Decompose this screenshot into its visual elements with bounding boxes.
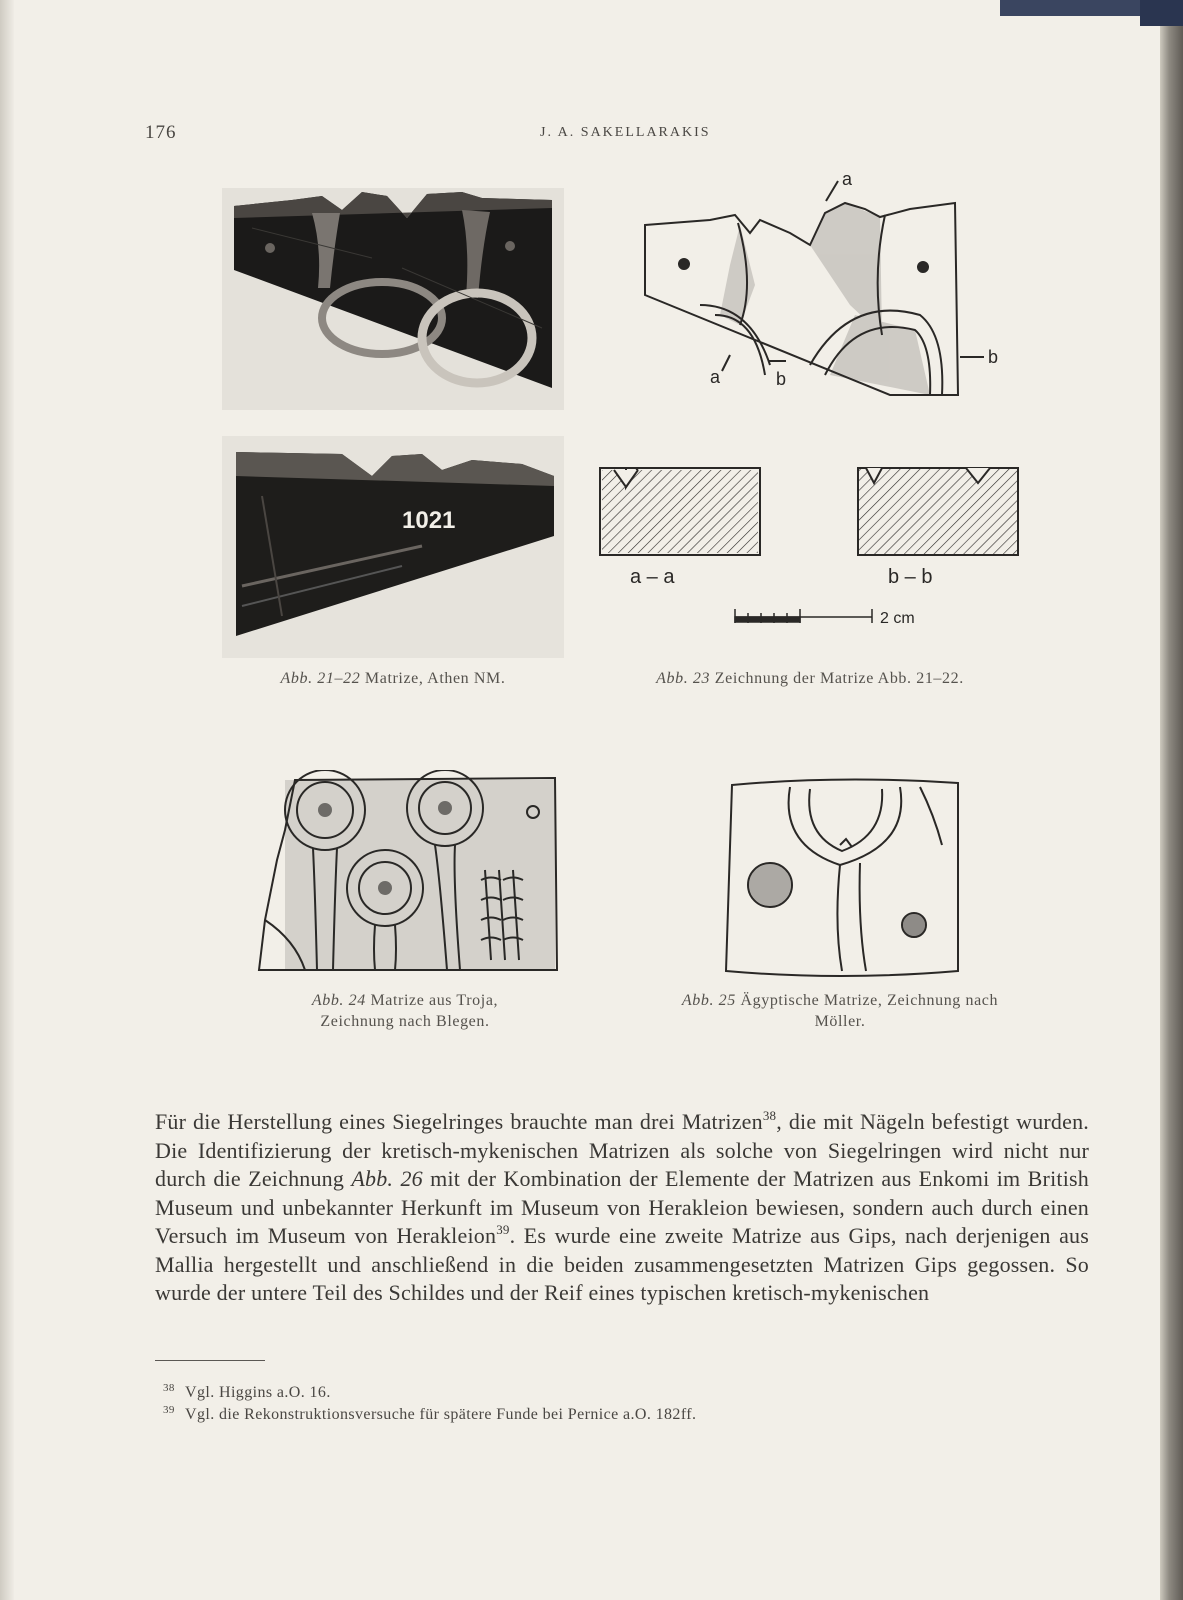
caption-abb-21-22 [222,668,564,689]
matrix-photo-top-image [222,188,564,410]
footnote-text: Vgl. die Rekonstruktionsversuche für spätere Funde bei Pernice a.O. 182ff. [185,1406,697,1423]
matrix-photo-top [222,188,564,410]
body-text-part-1: Für die Herstellung eines Siegelringes brauchte man drei Matrizen [155,1109,763,1134]
caption-abb-24-label: Abb. 24 [311,992,366,1009]
caption-abb-21-22-label: Abb. 21–22 [280,670,361,687]
scale-bar [735,609,872,623]
marker-a-bottom: a [710,367,721,387]
footnote-number: 38 [163,1382,175,1394]
matrix-photo-bottom [222,436,564,658]
page-gutter-shadow [0,0,14,1600]
caption-abb-24-line1: Matrize aus Troja, [365,992,499,1009]
body-text-part-4: . Es wurde eine zweite Matrize aus Gips, nach derjenigen aus Mallia hergestellt und anschließend in die beiden zusammengesetzten Matrizen Gips gegossen. So wurde der untere Teil des Schildes und der Reif eines typischen kretisch-mykenischen [155,1223,1089,1305]
caption-abb-25-label: Abb. 25 [681,992,736,1009]
marker-b-bottom: b [776,369,787,389]
troja-matrix-drawing [255,770,565,980]
body-paragraph [155,1108,1089,1308]
running-head [0,122,1160,146]
marker-a-top: a [842,169,853,189]
inventory-number: 1021 [402,507,456,534]
matrix-drawing-svg [590,165,1030,645]
book-cover-edge [1160,0,1183,1600]
figure-ref-abb-26: Abb. 26 [351,1166,423,1191]
caption-abb-23 [590,668,1030,689]
caption-abb-25-line2: Möller. [814,1013,866,1030]
caption-abb-24 [240,990,570,1032]
section-aa-label: a – a [630,566,675,588]
caption-abb-24-line2: Zeichnung nach Blegen. [320,1013,490,1030]
body-text-part-3: mit der Kombination der Elemente der Matrizen aus Enkomi im British Museum und unbekannter Herkunft im Museum von Herakleion bewiesen, sondern auch durch einen Versuch im Museum von Herakleion [155,1166,1089,1248]
footnote-number: 39 [163,1404,175,1416]
footnote-rule [155,1360,265,1361]
footnote-39 [163,1404,885,1426]
caption-abb-21-22-text: Matrize, Athen NM. [360,670,506,687]
book-binding-corner [1140,0,1183,26]
marker-b-right: b [988,347,999,367]
matrix-photo-bottom-image [222,436,564,658]
footnote-ref-38[interactable]: 38 [762,1108,777,1123]
footnotes [163,1382,885,1426]
scale-label: 2 cm [880,610,915,627]
egyptian-matrix-drawing [720,775,970,985]
egyptian-matrix-svg [720,775,970,985]
footnote-38 [163,1382,885,1404]
footnote-text: Vgl. Higgins a.O. 16. [185,1384,331,1401]
running-head-author: J. A. SAKELLARAKIS [540,125,711,140]
caption-abb-25 [640,990,1040,1032]
section-bb-label: b – b [888,566,933,588]
caption-abb-23-text: Zeichnung der Matrize Abb. 21–22. [710,670,964,687]
caption-abb-25-line1: Ägyptische Matrize, Zeichnung nach [735,992,999,1009]
section-bb [858,468,1018,555]
matrix-drawing [590,165,1030,645]
page-number: 176 [145,122,177,143]
body-text-part-2: , die mit Nägeln befestigt wurden. Die Identifizierung der kretisch-mykenischen Matrizen als solche von Siegelringen wird nicht nur durch die Zeichnung [155,1109,1089,1191]
footnote-ref-39[interactable]: 39 [496,1222,510,1237]
caption-abb-23-label: Abb. 23 [656,670,711,687]
section-aa [600,468,760,555]
troja-matrix-svg [255,770,565,980]
